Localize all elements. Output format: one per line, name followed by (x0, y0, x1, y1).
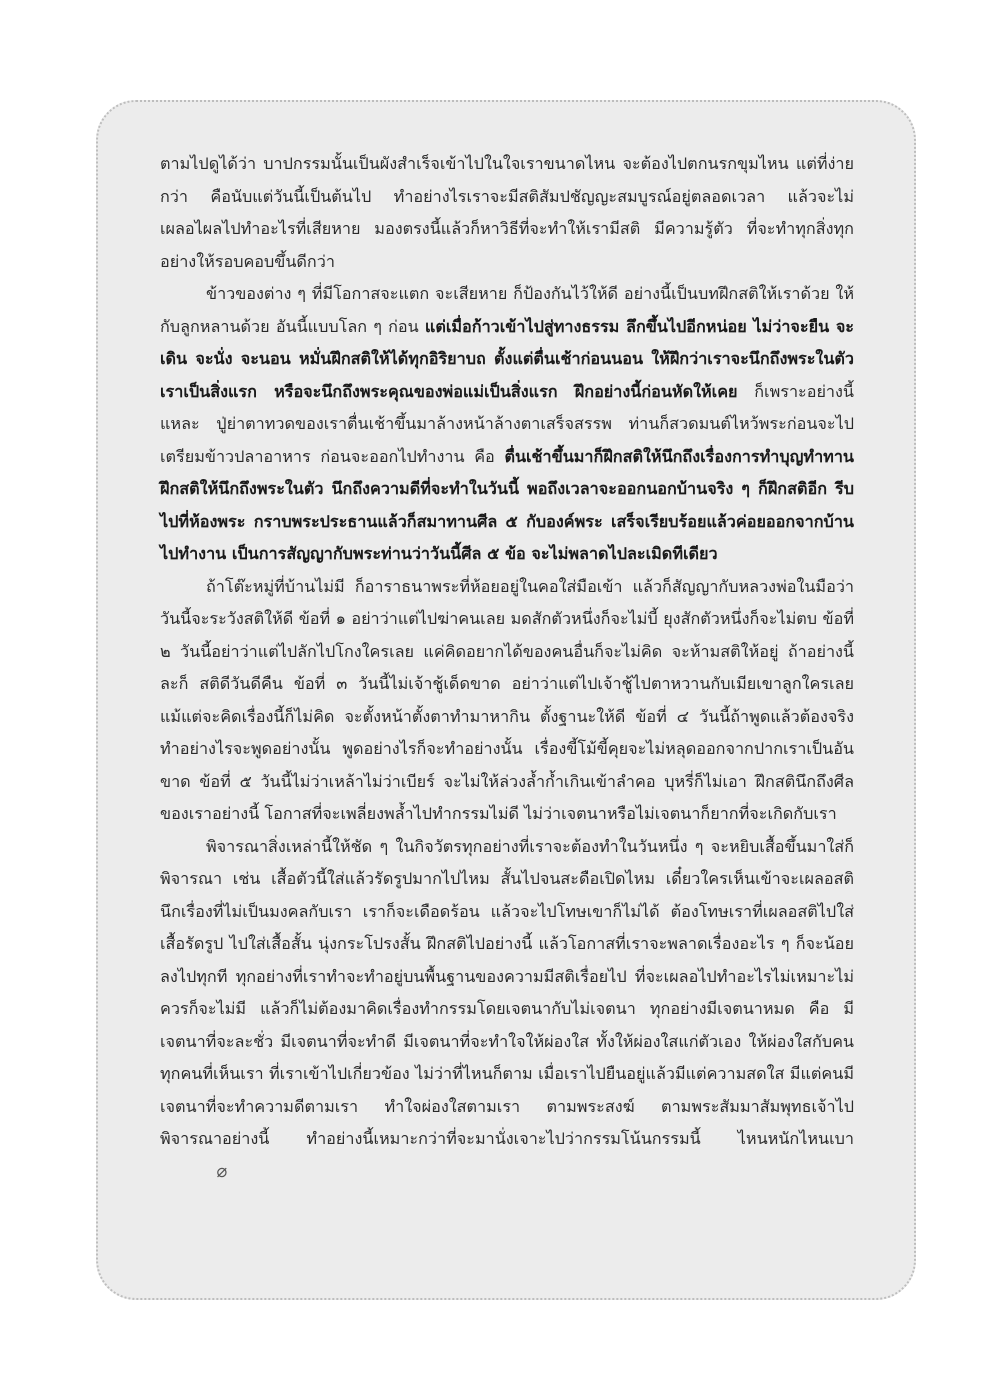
text-run: ตามไปดูได้ว่า บาปกรรมนั้นเป็นผังสำเร็จเข้าไปในใจเราขนาดไหน จะต้องไปตกนรกขุมไหน แต่ที่ง่ายกว่า คือนับแต่วันนี้เป็นต้นไป ทำอย่างไรเราจะมีสติสัมปชัญญะสมบูรณ์อยู่ตลอดเวลา แล้วจะไม่เผลอไผลไปทำอะไรที่เสียหาย มองตรงนี้แล้วก็หาวิธีที่จะทำให้เรามีสติ มีความรู้ตัว ที่จะทำทุกสิ่งทุกอย่างให้รอบคอบขึ้นดีกว่า (160, 154, 854, 271)
paragraph-4 (160, 831, 854, 1189)
bold-text-run: ตื่นเช้าขึ้นมาก็ฝึกสติให้นึกถึงเรื่องการทำบุญทำทาน ฝึกสติให้นึกถึงพระในตัว นึกถึงความดีที่จะทำในวันนี้ พอถึงเวลาจะออกนอกบ้านจริง ๆ ก็ฝึกสติอีก รีบไปที่ห้องพระ กราบพระประธานแล้วก็สมาทานศีล ๕ กับองค์พระ เสร็จเรียบร้อยแล้วค่อยออกจากบ้านไปทำงาน เป็นการสัญญากับพระท่านว่าวันนี้ศีล ๕ ข้อ จะไม่พลาดไปละเมิดทีเดียว (160, 446, 854, 563)
paragraph-2 (160, 278, 854, 571)
end-mark-icon: ⌀ (216, 1160, 227, 1182)
bold-text-run: แต่เมื่อก้าวเข้าไปสู่ทางธรรม ลึกขึ้นไปอีกหน่อย ไม่ว่าจะยืน จะเดิน จะนั่ง จะนอน หมั่นฝึกสติให้ได้ทุกอิริยาบถ ตั้งแต่ตื่นเช้าก่อนนอน ให้ฝึกว่าเราจะนึกถึงพระในตัวเราเป็นสิ่งแรก หรือจะนึกถึงพระคุณของพ่อแม่เป็นสิ่งแรก ฝึกอย่างนี้ก่อนหัดให้เคย (160, 316, 855, 401)
text-run: ข้าวของต่าง ๆ ที่มีโอกาสจะแตก จะเสียหาย ก็ป้องกันไว้ให้ดี อย่างนี้เป็นบทฝึกสติให้เราด้วย ให้กับลูกหลานด้วย อันนี้แบบโลก ๆ ก่อน (160, 284, 854, 336)
text-run: ถ้าโต๊ะหมู่ที่บ้านไม่มี ก็อาราธนาพระที่ห้อยอยู่ในคอใส่มือเข้า แล้วก็สัญญากับหลวงพ่อในมือว่า วันนี้จะระวังสติให้ดี ข้อที่ ๑ อย่าว่าแต่ไปฆ่าคนเลย มดสักตัวหนึ่งก็จะไม่บี้ ยุงสักตัวหนึ่งก็จะไม่ตบ ข้อที่ ๒ วันนี้อย่าว่าแต่ไปลักไปโกงใครเลย แค่คิดอยากได้ของคนอื่นก็จะไม่คิด จะห้ามสติให้อยู่ ถ้าอย่างนี้ละก็ สติดีวันดีคืน ข้อที่ ๓ วันนี้ไม่เจ้าชู้เด็ดขาด อย่าว่าแต่ไปเจ้าชู้ไปตาหวานกับเมียเขาลูกใครเลย แม้แต่จะคิดเรื่องนี้ก็ไม่คิด จะตั้งหน้าตั้งตาทำมาหากิน ตั้งฐานะให้ดี ข้อที่ ๔ วันนี้ถ้าพูดแล้วต้องจริง ทำอย่างไรจะพูดอย่างนั้น พูดอย่างไรก็จะทำอย่างนั้น เรื่องขี้โม้ขี้คุยจะไม่หลุดออกจากปากเราเป็นอันขาด ข้อที่ ๕ วันนี้ไม่ว่าเหล้าไม่ว่าเบียร์ จะไม่ให้ล่วงล้ำก้ำเกินเข้าลำคอ บุหรี่ก็ไม่เอา ฝึกสตินึกถึงศีลของเราอย่างนี้ โอกาสที่จะเพลี่ยงพล้ำไปทำกรรมไม่ดี ไม่ว่าเจตนาหรือไม่เจตนาก็ยากที่จะเกิดกับเรา (160, 576, 854, 823)
text-run: พิจารณาสิ่งเหล่านี้ให้ชัด ๆ ในกิจวัตรทุกอย่างที่เราจะต้องทำในวันหนึ่ง ๆ จะหยิบเสื้อขึ้นมาใส่ก็พิจารณา เช่น เสื้อตัวนี้ใส่แล้วรัดรูปมากไปไหม สั้นไปจนสะดือเปิดไหม เดี๋ยวใครเห็นเข้าจะเผลอสติ นึกเรื่องที่ไม่เป็นมงคลกับเรา เราก็จะเดือดร้อน แล้วจะไปโทษเขาก็ไม่ได้ ต้องโทษเราที่เผลอสติไปใส่เสื้อรัดรูป ไปใส่เสื้อสั้น นุ่งกระโปรงสั้น ฝึกสติไปอย่างนี้ แล้วโอกาสที่เราจะพลาดเรื่องอะไร ๆ ก็จะน้อยลงไปทุกที ทุกอย่างที่เราทำจะทำอยู่บนพื้นฐานของความมีสติเรื่อยไป ที่จะเผลอไปทำอะไรไม่เหมาะไม่ควรก็จะไม่มี แล้วก็ไม่ต้องมาคิดเรื่องทำกรรมโดยเจตนากับไม่เจตนา ทุกอย่างมีเจตนาหมด คือ มีเจตนาที่จะละชั่ว มีเจตนาที่จะทำดี มีเจตนาที่จะทำใจให้ผ่องใส ทั้งให้ผ่องใสแก่ตัวเอง ให้ผ่องใสกับคนทุกคนที่เห็นเรา ที่เราเข้าไปเกี่ยวข้อง ไม่ว่าที่ไหนก็ตาม เมื่อเราไปยืนอยู่แล้วมีแต่ความสดใส มีแต่คนมีเจตนาที่จะทำความดีตามเรา ทำใจผ่องใสตามเรา ตามพระสงฆ์ ตามพระสัมมาสัมพุทธเจ้าไป พิจารณาอย่างนี้ ทำอย่างนี้เหมาะกว่าที่จะมานั่งเจาะไปว่ากรรมโน้นกรรมนี้ ไหนหนักไหนเบา (160, 836, 854, 1148)
paragraph-1 (160, 148, 854, 278)
text-run: ก็เพราะอย่างนี้แหละ ปู่ย่าตาทวดของเราตื่นเช้าขึ้นมาล้างหน้าล้างตาเสร็จสรรพ ท่านก็สวดมนต์ไหว้พระก่อนจะไปเตรียมข้าวปลาอาหาร ก่อนจะออกไปทำงาน คือ (160, 381, 854, 466)
body-text (160, 148, 854, 1188)
paragraph-3 (160, 571, 854, 831)
